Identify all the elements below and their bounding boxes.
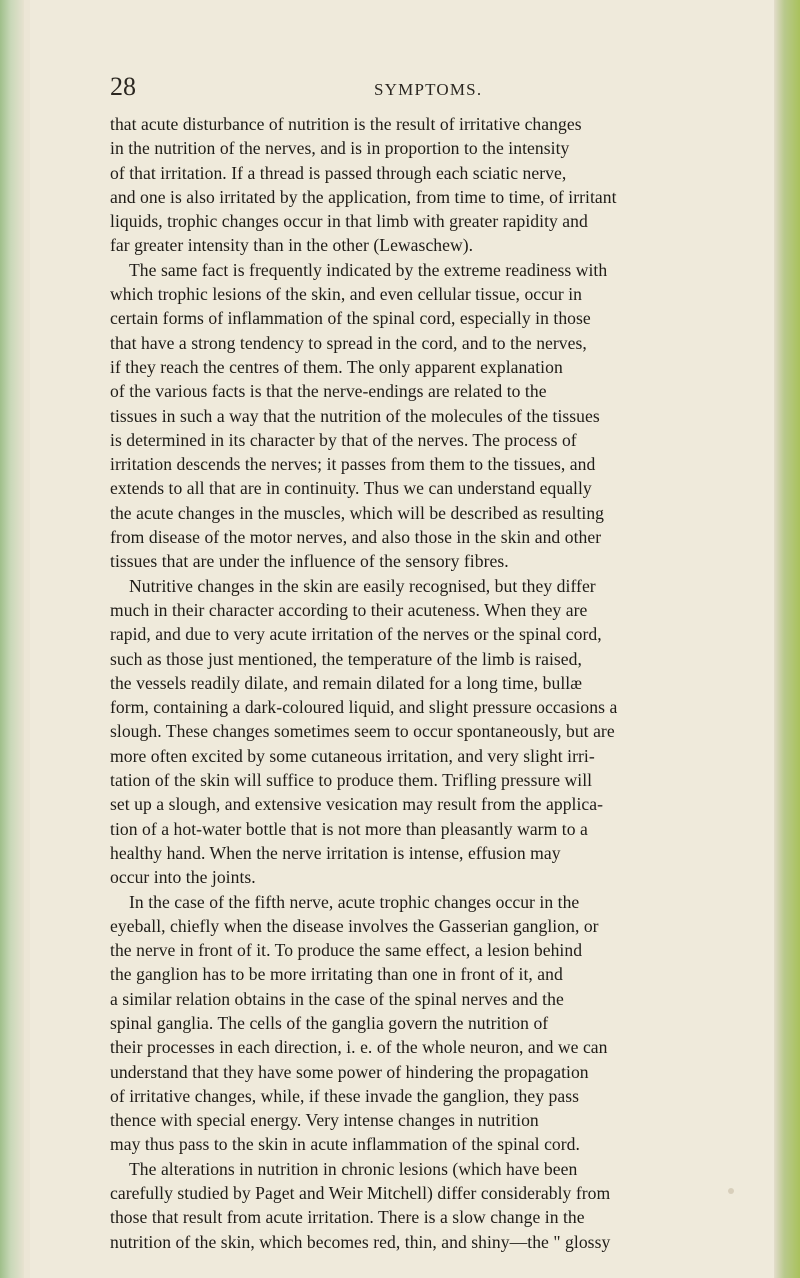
text-line: In the case of the fifth nerve, acute trophic changes occur in the (129, 891, 580, 912)
text-line: spinal ganglia. The cells of the ganglia govern the nutrition of (110, 1012, 549, 1033)
text-line: thence with special energy. Very intense changes in nutrition (110, 1110, 539, 1131)
text-line: their processes in each direction, i. e. of the whole neuron, and we can (110, 1037, 608, 1058)
text-line: the nerve in front of it. To produce the same effect, a lesion behind (110, 940, 583, 961)
page-number: 28 (110, 72, 136, 101)
text-line: if they reach the centres of them. The only apparent explanation (110, 356, 563, 377)
text-line: slough. These changes sometimes seem to occur spontaneously, but are (110, 721, 615, 742)
text-line: The same fact is frequently indicated by the extreme readiness with (129, 259, 608, 280)
text-line: healthy hand. When the nerve irritation is intense, effusion may (110, 842, 561, 863)
running-head: SYMPTOMS. (374, 80, 483, 99)
text-line: rapid, and due to very acute irritation of the nerves or the spinal cord, (110, 624, 602, 645)
text-line: liquids, trophic changes occur in that limb with greater rapidity and (110, 211, 588, 232)
text-line: the vessels readily dilate, and remain dilated for a long time, bullæ (110, 672, 582, 693)
page-header (30, 64, 774, 104)
text-line: more often excited by some cutaneous irritation, and very slight irri- (110, 745, 595, 766)
text-line: the ganglion has to be more irritating than one in front of it, and (110, 964, 563, 985)
text-line: understand that they have some power of hindering the propagation (110, 1061, 589, 1082)
text-line: nutrition of the skin, which becomes red, thin, and shiny—the " glossy (110, 1231, 611, 1252)
text-line: set up a slough, and extensive vesication may result from the applica- (110, 794, 604, 815)
text-line: may thus pass to the skin in acute inflammation of the spinal cord. (110, 1134, 580, 1155)
text-line: tissues in such a way that the nutrition of the molecules of the tissues (110, 405, 600, 426)
text-line: and one is also irritated by the application, from time to time, of irritant (110, 186, 617, 207)
scan-left-edge (0, 0, 24, 1278)
text-line: Nutritive changes in the skin are easily recognised, but they differ (129, 575, 596, 596)
text-line: a similar relation obtains in the case of the spinal nerves and the (110, 988, 564, 1009)
text-line: in the nutrition of the nerves, and is in proportion to the intensity (110, 138, 570, 159)
text-line: eyeball, chiefly when the disease involves the Gasserian ganglion, or (110, 915, 599, 936)
book-page (30, 0, 774, 1278)
body-text (110, 112, 780, 1254)
text-line: The alterations in nutrition in chronic lesions (which have been (129, 1158, 578, 1179)
text-line: occur into the joints. (110, 867, 256, 888)
text-line: certain forms of inflammation of the spinal cord, especially in those (110, 308, 591, 329)
text-line: which trophic lesions of the skin, and even cellular tissue, occur in (110, 284, 583, 305)
text-line: of that irritation. If a thread is passed through each sciatic nerve, (110, 162, 567, 183)
text-line: carefully studied by Paget and Weir Mitchell) differ considerably from (110, 1183, 611, 1204)
text-line: that acute disturbance of nutrition is the result of irritative changes (110, 114, 582, 134)
text-line: such as those just mentioned, the temperature of the limb is raised, (110, 648, 582, 669)
text-line: that have a strong tendency to spread in the cord, and to the nerves, (110, 332, 587, 353)
text-line: much in their character according to their acuteness. When they are (110, 599, 588, 620)
text-line: form, containing a dark-coloured liquid, and slight pressure occasions a (110, 697, 618, 718)
paper-speck (728, 1188, 734, 1194)
text-line: tion of a hot-water bottle that is not more than pleasantly warm to a (110, 818, 588, 839)
text-line: those that result from acute irritation. There is a slow change in the (110, 1207, 585, 1228)
text-line: far greater intensity than in the other (Lewaschew). (110, 235, 474, 256)
text-line: the acute changes in the muscles, which will be described as resulting (110, 502, 605, 523)
text-line: is determined in its character by that of the nerves. The process of (110, 429, 577, 450)
text-line: of irritative changes, while, if these invade the ganglion, they pass (110, 1085, 580, 1106)
text-line: tation of the skin will suffice to produce them. Trifling pressure will (110, 770, 593, 791)
text-line: irritation descends the nerves; it passes from them to the tissues, and (110, 454, 596, 475)
text-line: tissues that are under the influence of the sensory fibres. (110, 551, 509, 572)
text-line: extends to all that are in continuity. Thus we can understand equally (110, 478, 592, 499)
text-line: of the various facts is that the nerve-endings are related to the (110, 381, 547, 402)
text-line: from disease of the motor nerves, and also those in the skin and other (110, 527, 602, 548)
